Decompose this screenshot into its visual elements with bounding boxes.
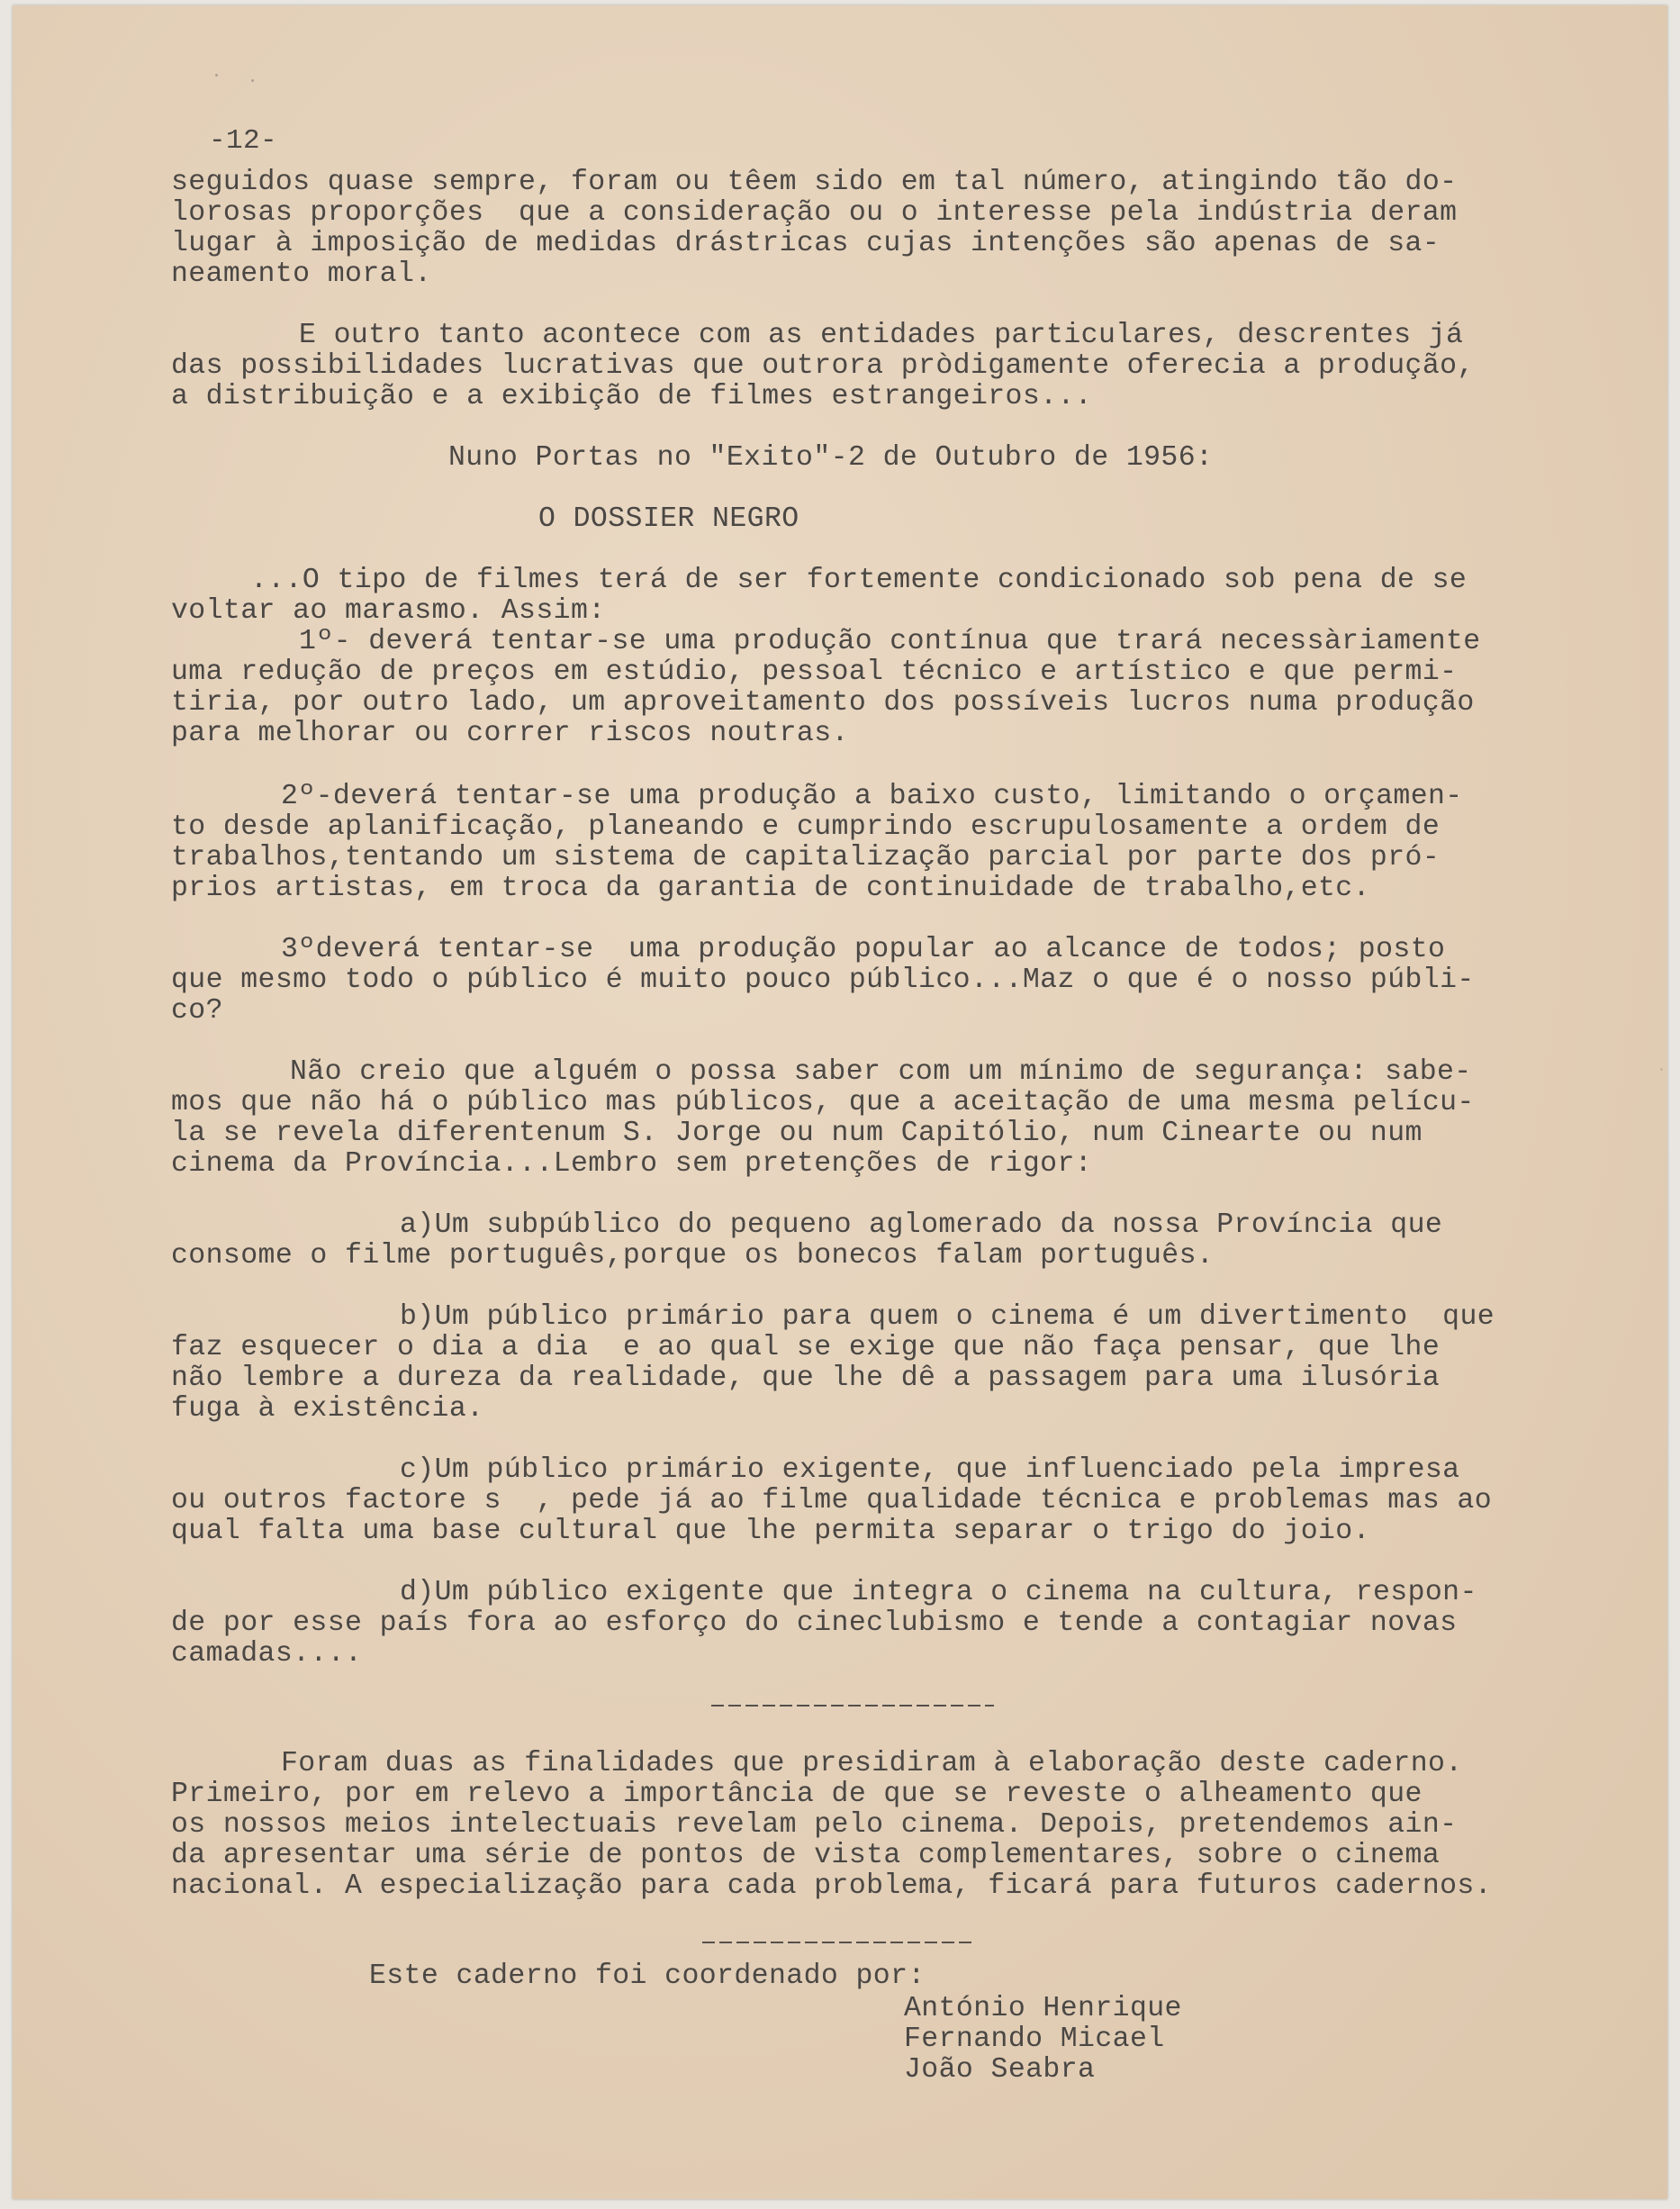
- item-d-line: camadas....: [171, 1638, 363, 1670]
- point1-line: uma redução de preços em estúdio, pessoal técnico e artístico e que permi-: [171, 656, 1458, 688]
- point1-line: 1º- deverá tentar-se uma produção contínua que trará necessàriamente: [299, 626, 1481, 657]
- item-b-line: b)Um público primário para quem o cinema é um divertimento que: [400, 1301, 1495, 1333]
- para-public-line: Não creio que alguém o possa saber com um mínimo de segurança: sabe-: [290, 1056, 1472, 1088]
- para-public-line: mos que não há o público mas públicos, que a aceitação de uma mesma pelícu-: [171, 1087, 1475, 1118]
- point2-line: trabalhos,tentando um sistema de capitalização parcial por parte dos pró-: [171, 842, 1441, 874]
- item-c-line: qual falta uma base cultural que lhe permita separar o trigo do joio.: [171, 1516, 1370, 1547]
- page-number: -12-: [209, 125, 278, 157]
- para2-line: das possibilidades lucrativas que outrora pròdigamente oferecia a produção,: [171, 350, 1475, 382]
- point1-line: para melhorar ou correr riscos noutras.: [171, 718, 849, 749]
- separator-rule: [702, 1942, 972, 1943]
- item-c-line: c)Um público primário exigente, que influenciado pela impresa: [400, 1454, 1460, 1486]
- item-b-line: faz esquecer o dia a dia e ao qual se exige que não faça pensar, que lhe: [171, 1332, 1441, 1363]
- point3-line: co?: [171, 995, 223, 1027]
- item-b-line: não lembre a dureza da realidade, que lhe dê a passagem para uma ilusória: [171, 1363, 1441, 1394]
- separator-rule: [711, 1705, 994, 1707]
- para2-line: a distribuição e a exibição de filmes estrangeiros...: [171, 381, 1093, 412]
- para1-line: lugar à imposição de medidas drástricas cujas intenções são apenas de sa-: [171, 228, 1441, 259]
- para-public-line: la se revela diferentenum S. Jorge ou num Capitólio, num Cinearte ou num: [171, 1118, 1423, 1149]
- typewritten-page: [13, 5, 1667, 2199]
- ink-speck: [251, 79, 254, 82]
- citation: Nuno Portas no "Exito"-2 de Outubro de 1956:: [448, 442, 1214, 474]
- para-final-line: Foram duas as finalidades que presidiram à elaboração deste caderno.: [281, 1748, 1463, 1779]
- para1-line: lorosas proporções que a consideração ou o interesse pela indústria deram: [171, 197, 1458, 229]
- para2-line: E outro tanto acontece com as entidades particulares, descrentes já: [299, 320, 1464, 351]
- point2-line: to desde aplanificação, planeando e cumprindo escrupulosamente a ordem de: [171, 811, 1441, 843]
- item-c-line: ou outros factore s , pede já ao filme qualidade técnica e problemas mas ao: [171, 1485, 1493, 1516]
- para-final-line: da apresentar uma série de pontos de vista complementares, sobre o cinema: [171, 1840, 1441, 1871]
- item-b-line: fuga à existência.: [171, 1393, 484, 1425]
- para-final-line: Primeiro, por em relevo a importância de que se reveste o alheamento que: [171, 1779, 1423, 1810]
- point2-line: 2º-deverá tentar-se uma produção a baixo custo, limitando o orçamen-: [281, 781, 1463, 812]
- coordinator-name: António Henrique: [904, 1993, 1182, 2024]
- quote-intro-line: voltar ao marasmo. Assim:: [171, 595, 606, 627]
- point2-line: prios artistas, em troca da garantia de continuidade de trabalho,etc.: [171, 873, 1370, 904]
- item-d-line: d)Um público exigente que integra o cinema na cultura, respon-: [400, 1577, 1477, 1608]
- ink-speck: [1660, 1068, 1663, 1071]
- coordinator-name: João Seabra: [904, 2054, 1096, 2086]
- quote-intro-line: ...O tipo de filmes terá de ser fortemente condicionado sob pena de se: [250, 565, 1468, 596]
- para-final-line: os nossos meios intelectuais revelam pelo cinema. Depois, pretendemos ain-: [171, 1809, 1458, 1841]
- point3-line: que mesmo todo o público é muito pouco público...Maz o que é o nosso públi-: [171, 964, 1475, 996]
- item-a-line: a)Um subpúblico do pequeno aglomerado da nossa Província que: [400, 1209, 1443, 1241]
- ink-speck: [215, 74, 218, 77]
- para-final-line: nacional. A especialização para cada problema, ficará para futuros cadernos.: [171, 1870, 1493, 1902]
- section-title: O DOSSIER NEGRO: [538, 503, 799, 535]
- para1-line: neamento moral.: [171, 258, 432, 290]
- item-a-line: consome o filme português,porque os bonecos falam português.: [171, 1240, 1215, 1272]
- point3-line: 3ºdeverá tentar-se uma produção popular ao alcance de todos; posto: [281, 934, 1446, 965]
- coordination-label: Este caderno foi coordenado por:: [369, 1960, 926, 1992]
- para-public-line: cinema da Província...Lembro sem pretenções de rigor:: [171, 1148, 1093, 1180]
- para1-line: seguidos quase sempre, foram ou têem sido em tal número, atingindo tão do-: [171, 167, 1458, 198]
- coordinator-name: Fernando Micael: [904, 2023, 1165, 2055]
- point1-line: tiria, por outro lado, um aproveitamento dos possíveis lucros numa produção: [171, 687, 1475, 719]
- item-d-line: de por esse país fora ao esforço do cineclubismo e tende a contagiar novas: [171, 1607, 1458, 1639]
